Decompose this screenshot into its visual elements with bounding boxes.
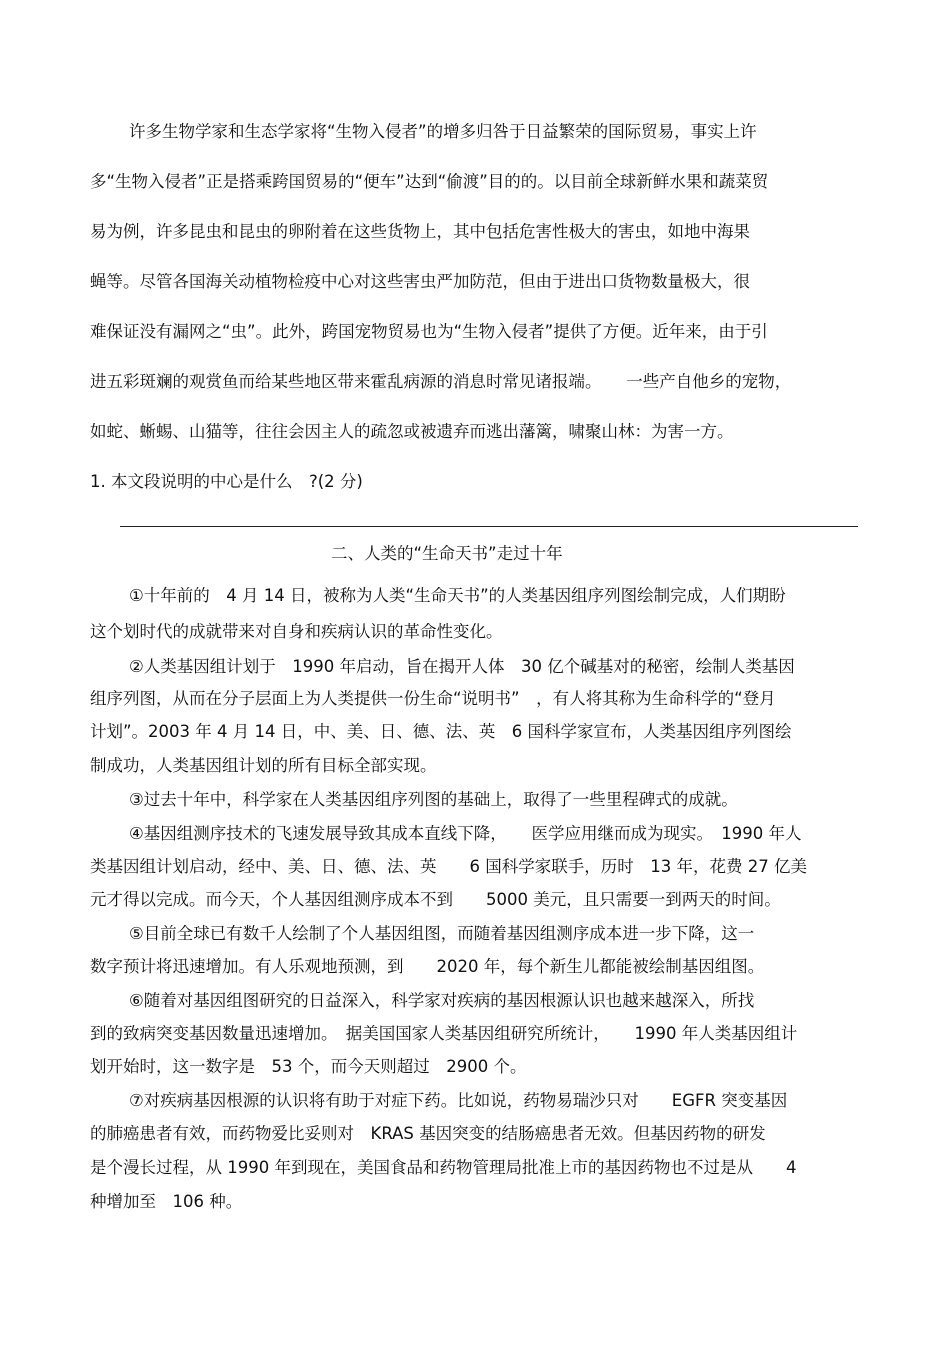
passage1-line: 难保证没有漏网之“虫”。此外，跨国宠物贸易也为“生物入侵者”提供了方便。近年来，由于引 (90, 322, 768, 341)
section2-line: ⑦对疾病基因根源的认识将有助于对症下药。比如说，药物易瑞沙只对 EGFR 突变基因 (129, 1091, 788, 1110)
section2-line: 数字预计将迅速增加。有人乐观地预测，到 2020 年，每个新生儿都能被绘制基因组图。 (90, 957, 765, 976)
section2-line: ④基因组测序技术的飞速发展导致其成本直线下降， 医学应用继而成为现实。 1990 年人 (129, 824, 802, 843)
section2-line: 元才得以完成。而今天，个人基因组测序成本不到 5000 美元，且只需要一到两天的时间。 (90, 890, 781, 909)
passage1-line: 蝇等。尽管各国海关动植物检疫中心对这些害虫严加防范，但由于进出口货物数量极大，很 (90, 272, 750, 291)
section-title: 二、人类的“生命天书”走过十年 (331, 544, 563, 563)
section2-line: 制成功，人类基因组计划的所有目标全部实现。 (90, 756, 437, 775)
section2-line: 组序列图，从而在分子层面上为人类提供一份生命“说明书” ，有人将其称为生命科学的“登月 (90, 689, 776, 708)
passage1-line: 进五彩斑斓的观赏鱼而给某些地区带来霍乱病源的消息时常见诸报端。 一些产自他乡的宠物， (90, 372, 792, 391)
section2-line: ⑥随着对基因组图研究的日益深入，科学家对疾病的基因根源认识也越来越深入，所找 (129, 991, 755, 1010)
section2-line: 计划”。2003 年 4 月 14 日，中、美、日、德、法、英 6 国科学家宣布，人类基因组序列图绘 (90, 722, 792, 741)
section-divider (120, 526, 858, 527)
passage1-line: 易为例，许多昆虫和昆虫的卵附着在这些货物上，其中包括危害性极大的害虫，如地中海果 (90, 222, 750, 241)
section2-line: 种增加至 106 种。 (90, 1192, 243, 1211)
section2-line: 到的致病突变基因数量迅速增加。 据美国国家人类基因组研究所统计， 1990 年人类基因组计 (90, 1024, 798, 1043)
section2-line: ⑤目前全球已有数千人绘制了个人基因组图，而随着基因组测序成本进一步下降，这一 (129, 924, 755, 943)
passage1-line: 多“生物入侵者”正是搭乘跨国贸易的“便车”达到“偷渡”目的的。以目前全球新鲜水果和蔬菜贸 (90, 172, 769, 191)
section2-line: 这个划时代的成就带来对自身和疾病认识的革命性变化。 (90, 622, 503, 641)
passage1-line: 许多生物学家和生态学家将“生物入侵者”的增多归咎于日益繁荣的国际贸易，事实上许 (129, 122, 757, 141)
passage1-line: 如蛇、蜥蜴、山猫等，往往会因主人的疏忽或被遗弃而逃出藩篱，啸聚山林：为害一方。 (90, 422, 734, 441)
section2-line: 划开始时，这一数字是 53 个，而今天则超过 2900 个。 (90, 1057, 527, 1076)
section2-line: 是个漫长过程，从 1990 年到现在，美国食品和药物管理局批准上市的基因药物也不过是从 4 (90, 1158, 797, 1177)
question-1: 1. 本文段说明的中心是什么 ?(2 分) (90, 472, 363, 491)
section2-line: 类基因组计划启动，经中、美、日、德、法、英 6 国科学家联手，历时 13 年，花费 27 亿美 (90, 857, 807, 876)
section2-line: ①十年前的 4 月 14 日，被称为人类“生命天书”的人类基因组序列图绘制完成，人们期盼 (129, 586, 786, 605)
section2-line: 的肺癌患者有效，而药物爱比妥则对 KRAS 基因突变的结肠癌患者无效。但基因药物的研发 (90, 1124, 766, 1143)
section2-line: ③过去十年中，科学家在人类基因组序列图的基础上，取得了一些里程碑式的成就。 (129, 790, 738, 809)
section2-line: ②人类基因组计划于 1990 年启动，旨在揭开人体 30 亿个碱基对的秘密，绘制人类基因 (129, 657, 795, 676)
